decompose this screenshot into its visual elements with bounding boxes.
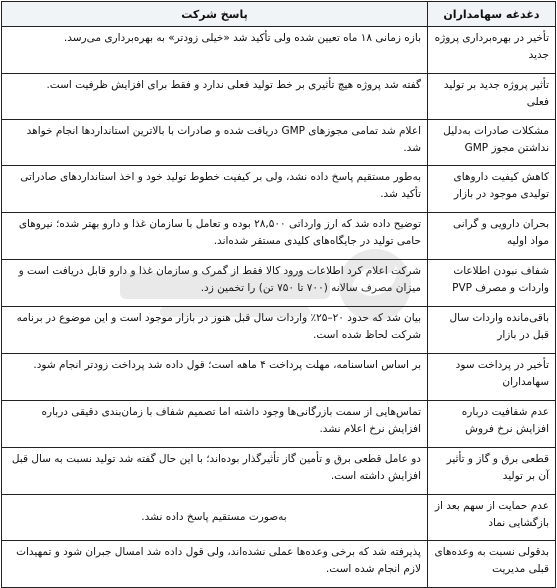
response-cell: به‌طور مستقیم پاسخ داده نشد، ولی بر کیفیت خطوط تولید خود و اخذ استانداردهای صادراتی تأکید شد. — [2, 166, 428, 213]
response-cell: گفته شد پروژه هیچ تأثیری بر خط تولید فعلی ندارد و فقط برای افزایش ظرفیت است. — [2, 74, 428, 120]
concern-cell: مشکلات صادرات به‌دلیل نداشتن مجوز GMP — [428, 120, 556, 166]
concern-cell: عدم حمایت از سهم بعد از بازگشایی نماد — [428, 495, 556, 541]
table-row — [2, 448, 556, 495]
table-row — [2, 401, 556, 448]
table-row — [2, 307, 556, 354]
table-row — [2, 260, 556, 307]
concern-cell: تأخیر در بهره‌برداری پروژه جدید — [428, 27, 556, 74]
header-concern: دغدغه سهامداران — [428, 2, 556, 27]
concern-cell: شفاف نبودن اطلاعات واردات و مصرف PVP — [428, 260, 556, 307]
response-cell: بازه زمانی ۱۸ ماه تعیین شده ولی تأکید شد «خیلی زودتر» به بهره‌برداری می‌رسد. — [2, 27, 428, 74]
response-cell: تماس‌هایی از سمت بازرگانی‌ها وجود داشته اما تصمیم شفاف با زمان‌بندی دقیقی درباره افزایش نرخ اعلام نشد. — [2, 401, 428, 448]
concern-cell: قطعی برق و گاز و تأثیر آن بر تولید — [428, 448, 556, 495]
table-row — [2, 213, 556, 260]
response-cell: اعلام شد تمامی مجوزهای GMP دریافت شده و صادرات با بالاترین استانداردها انجام خواهد شد. — [2, 120, 428, 166]
concern-cell: کاهش کیفیت داروهای تولیدی موجود در بازار — [428, 166, 556, 213]
response-cell: شرکت اعلام کرد اطلاعات ورود کالا فقط از گمرک و سازمان غذا و دارو قابل دریافت است و میزان مصرف سالانه (۷۰۰ تا ۷۵۰ تن) را تخمین زد. — [2, 260, 428, 307]
shareholder-concerns-table — [1, 1, 556, 588]
response-cell: توضیح داده شد که ارز وارداتی ۲۸,۵۰۰ بوده و تعامل با سازمان غذا و دارو بهتر شده؛ نیروهای حامی تولید در جایگاه‌های کلیدی مستقر شده‌اند. — [2, 213, 428, 260]
table-row — [2, 354, 556, 401]
table-row — [2, 74, 556, 120]
concern-cell: تأثیر پروژه جدید بر تولید فعلی — [428, 74, 556, 120]
concern-cell: بحران دارویی و گرانی مواد اولیه — [428, 213, 556, 260]
response-cell: به‌صورت مستقیم پاسخ داده نشد. — [2, 495, 428, 541]
response-cell: پذیرفته شد که برخی وعده‌ها عملی نشده‌اند، ولی قول داده شد امسال جبران شود و تمهیدات لازم انجام شده است. — [2, 541, 428, 588]
header-response: پاسخ شرکت — [2, 2, 428, 27]
table-row — [2, 541, 556, 588]
qa-table-container — [1, 1, 555, 588]
response-cell: بر اساس اساسنامه، مهلت پرداخت ۴ ماهه است؛ قول داده شد پرداخت زودتر انجام شود. — [2, 354, 428, 401]
concern-cell: عدم شفافیت درباره افزایش نرخ فروش — [428, 401, 556, 448]
response-cell: دو عامل قطعی برق و تأمین گاز تأثیرگذار بوده‌اند؛ با این حال گفته شد تولید نسبت به سال قبل افزایش داشته است. — [2, 448, 428, 495]
response-cell: بیان شد که حدود ۲۰–۲۵٪ واردات سال قبل هنوز در بازار موجود است و این موضوع در برنامه شرکت لحاظ شده است. — [2, 307, 428, 354]
table-row — [2, 27, 556, 74]
concern-cell: بدقولی نسبت به وعده‌های قبلی مدیریت — [428, 541, 556, 588]
concern-cell: تأخیر در پرداخت سود سهامداران — [428, 354, 556, 401]
table-row — [2, 495, 556, 541]
concern-cell: باقی‌مانده واردات سال قبل در بازار — [428, 307, 556, 354]
table-row — [2, 120, 556, 166]
table-row — [2, 166, 556, 213]
table-header-row — [2, 2, 556, 27]
